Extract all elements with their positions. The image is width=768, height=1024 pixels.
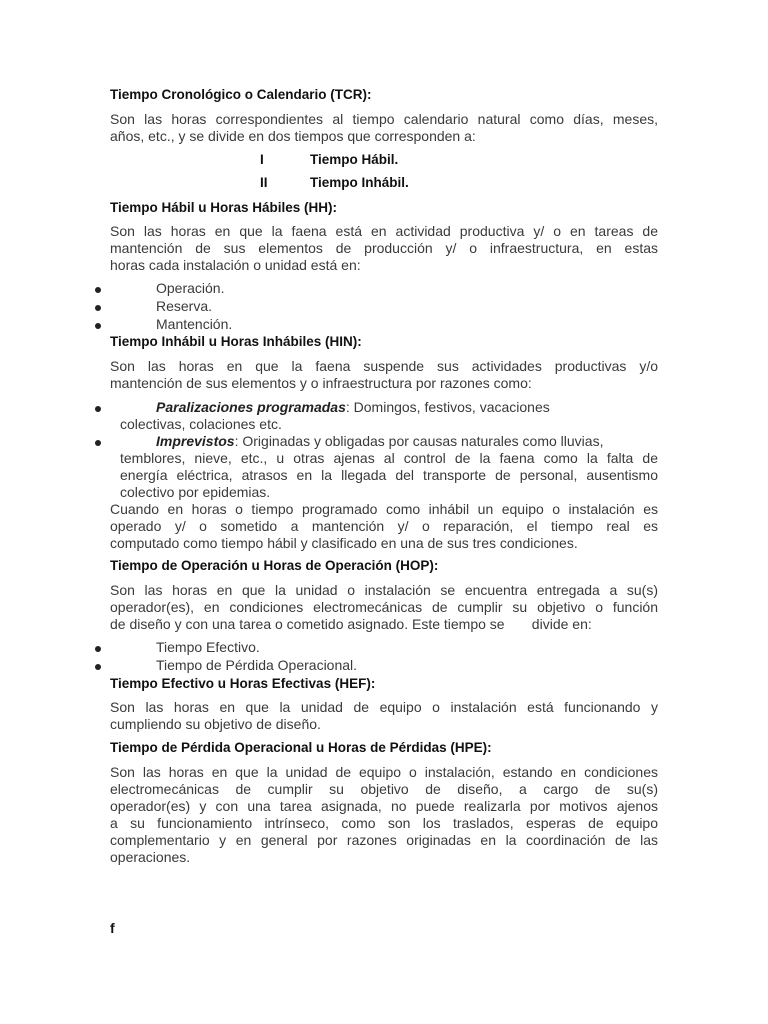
bullet-dot: [95, 440, 101, 446]
bullet-text: colectivas, colaciones etc.: [120, 416, 282, 432]
bullet-text: energía eléctrica, atrasos en la llegada del transporte de personal, ausentismo: [120, 467, 658, 483]
subitem-label: Tiempo Inhábil.: [310, 175, 409, 190]
heading-hop: Tiempo de Operación u Horas de Operación (HOP):: [110, 558, 439, 573]
text-line: a su funcionamiento intrínseco, como son los traslados, esperas de equipo: [110, 815, 658, 831]
paragraph-hpe: [110, 764, 658, 866]
subitem-number: I: [260, 152, 264, 167]
bullet-text: Operación.: [156, 280, 225, 296]
text-line: Son las horas en que la unidad o instalación se encuentra entregada a su(s): [110, 582, 658, 598]
bullet-text: Tiempo de Pérdida Operacional.: [156, 657, 358, 673]
bullet-dot: [95, 406, 101, 412]
bullet-paralizaciones: [120, 399, 564, 433]
bullet-imprevistos: [120, 433, 658, 501]
subitem-label: Tiempo Hábil.: [310, 152, 399, 167]
bullet-text: Mantención.: [156, 316, 233, 332]
text-line: horas cada instalación o unidad está en:: [110, 257, 361, 273]
bullet-dot: [95, 323, 101, 329]
footer-char: f: [110, 920, 115, 936]
paragraph-hef: [110, 699, 658, 733]
bullet-text: temblores, nieve, etc., u otras ajenas al control de la faena como la falta de: [120, 450, 658, 466]
bullet-dot: [95, 664, 101, 670]
text-line: operador(es) y con una tarea asignada, no puede realizarla por motivos ajenos: [110, 798, 658, 814]
text-line: Son las horas en que la faena está en actividad productiva y/ o en tareas de: [110, 223, 658, 239]
bullet-dot: [95, 646, 101, 652]
text-line: mantención de sus elementos de producción y/ o infraestructura, en estas: [110, 240, 658, 256]
text-line: computado como tiempo hábil y clasificado en una de sus tres condiciones.: [110, 535, 578, 551]
text-line: Cuando en horas o tiempo programado como inhábil un equipo o instalación es: [110, 501, 658, 517]
heading-hpe: Tiempo de Pérdida Operacional u Horas de Pérdidas (HPE):: [110, 740, 492, 755]
text-line: complementario y en general por razones originadas en la coordinación de las: [110, 832, 658, 848]
text-line: Son las horas en que la unidad de equipo o instalación, estando en condiciones: [110, 764, 658, 780]
bullet-term: Imprevistos: [156, 433, 235, 449]
text-line: operado y/ o sometido a mantención y/ o reparación, el tiempo real es: [110, 518, 658, 534]
bullet-text: Tiempo Efectivo.: [156, 639, 260, 655]
paragraph-hin-after: [110, 501, 658, 552]
heading-hin: Tiempo Inhábil u Horas Inhábiles (HIN):: [110, 334, 362, 349]
text-line: mantención de sus elementos y o infraestructura por razones como:: [110, 375, 532, 391]
bullet-term: Paralizaciones programadas: [156, 399, 346, 415]
paragraph-hh: [110, 223, 658, 274]
text-line: Son las horas correspondientes al tiempo calendario natural como días, meses,: [110, 111, 658, 127]
text-line: años, etc., y se divide en dos tiempos que corresponden a:: [110, 128, 476, 144]
text-line: electromecánicas de cumplir su objetivo de diseño, a cargo de su(s): [110, 781, 658, 797]
bullet-dot: [95, 305, 101, 311]
text-line: operador(es), en condiciones electromecánicas de cumplir su objetivo o función: [110, 599, 658, 615]
paragraph-hin: [110, 358, 658, 392]
heading-tcr: Tiempo Cronológico o Calendario (TCR):: [110, 87, 372, 102]
heading-hef: Tiempo Efectivo u Horas Efectivas (HEF):: [110, 676, 376, 691]
text-line: de diseño y con una tarea o cometido asignado. Este tiempo se divide en:: [110, 616, 592, 632]
subitem-number: II: [260, 175, 268, 190]
bullet-text: : Domingos, festivos, vacaciones: [345, 399, 550, 415]
text-line: Son las horas en que la faena suspende sus actividades productivas y/o: [110, 358, 658, 374]
bullet-text: colectivo por epidemias.: [120, 484, 271, 500]
text-line: Son las horas en que la unidad de equipo o instalación está funcionando y: [110, 699, 658, 715]
heading-hh: Tiempo Hábil u Horas Hábiles (HH):: [110, 200, 338, 215]
paragraph-hop: [110, 582, 658, 633]
text-line: operaciones.: [110, 849, 191, 865]
bullet-text: Reserva.: [156, 298, 213, 314]
bullet-dot: [95, 287, 101, 293]
text-line: cumpliendo su objetivo de diseño.: [110, 716, 321, 732]
bullet-text: : Originadas y obligadas por causas naturales como lluvias,: [234, 433, 604, 449]
paragraph-tcr: [110, 111, 658, 145]
